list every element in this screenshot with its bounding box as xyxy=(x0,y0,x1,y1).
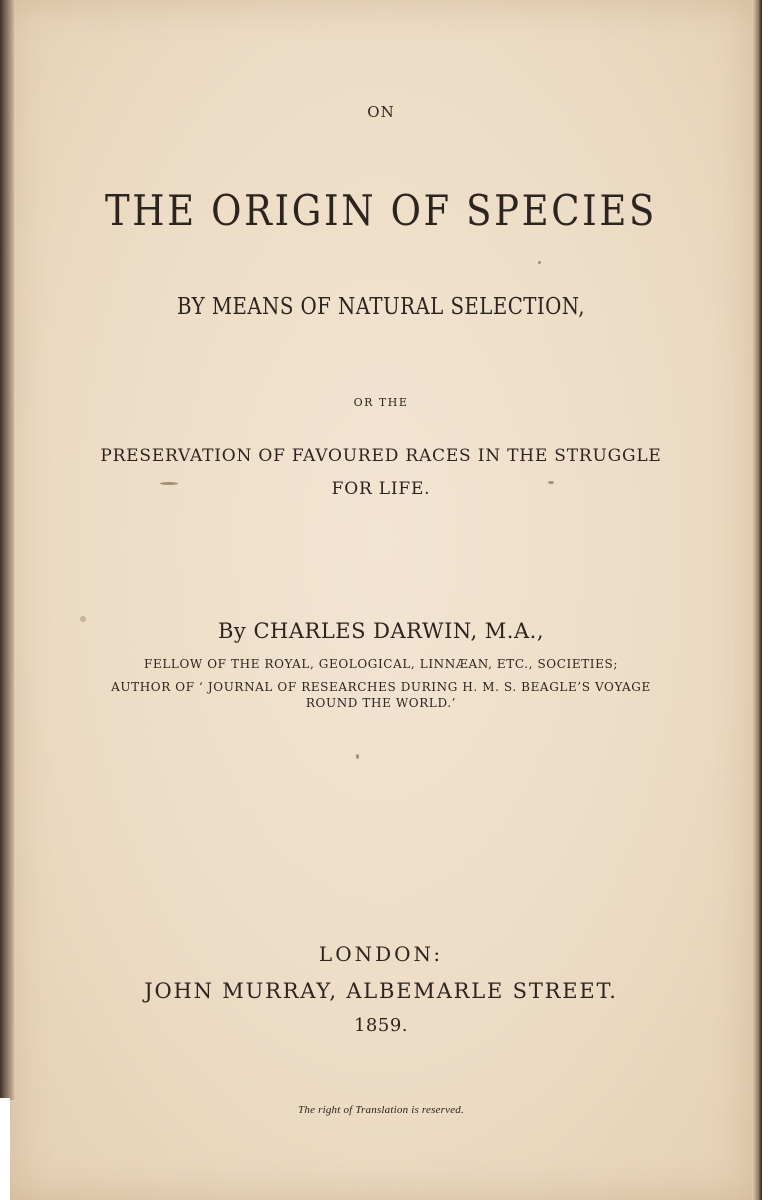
author-credential-2: AUTHOR OF ‘ JOURNAL OF RESEARCHES DURING H. M. S. BEAGLE’S VOYAGE xyxy=(111,680,651,694)
paper-blemish xyxy=(356,754,359,759)
alternate-title-line-1: PRESERVATION OF FAVOURED RACES IN THE STRUGGLE xyxy=(100,446,662,466)
imprint-publisher: JOHN MURRAY, ALBEMARLE STREET. xyxy=(144,979,618,1003)
book-title: THE ORIGIN OF SPECIES xyxy=(104,186,658,235)
alternate-title-line-2: FOR LIFE. xyxy=(331,479,431,499)
author-name: CHARLES DARWIN, M.A., xyxy=(253,619,544,643)
alternate-title-connector: OR THE xyxy=(353,396,409,409)
author-credential-1: FELLOW OF THE ROYAL, GEOLOGICAL, LINNÆAN, ETC., SOCIETIES; xyxy=(144,657,618,671)
author-by: By xyxy=(218,619,247,643)
book-spine-edge xyxy=(0,0,14,1100)
title-prefix: ON xyxy=(367,103,395,121)
rights-notice: The right of Translation is reserved. xyxy=(298,1104,464,1116)
paper-blemish xyxy=(538,261,541,264)
imprint-place: LONDON: xyxy=(318,942,444,966)
book-subtitle: BY MEANS OF NATURAL SELECTION, xyxy=(176,294,586,320)
author-line xyxy=(8,619,754,643)
author-credential-3: ROUND THE WORLD.’ xyxy=(305,696,457,710)
imprint-year: 1859. xyxy=(353,1015,409,1036)
